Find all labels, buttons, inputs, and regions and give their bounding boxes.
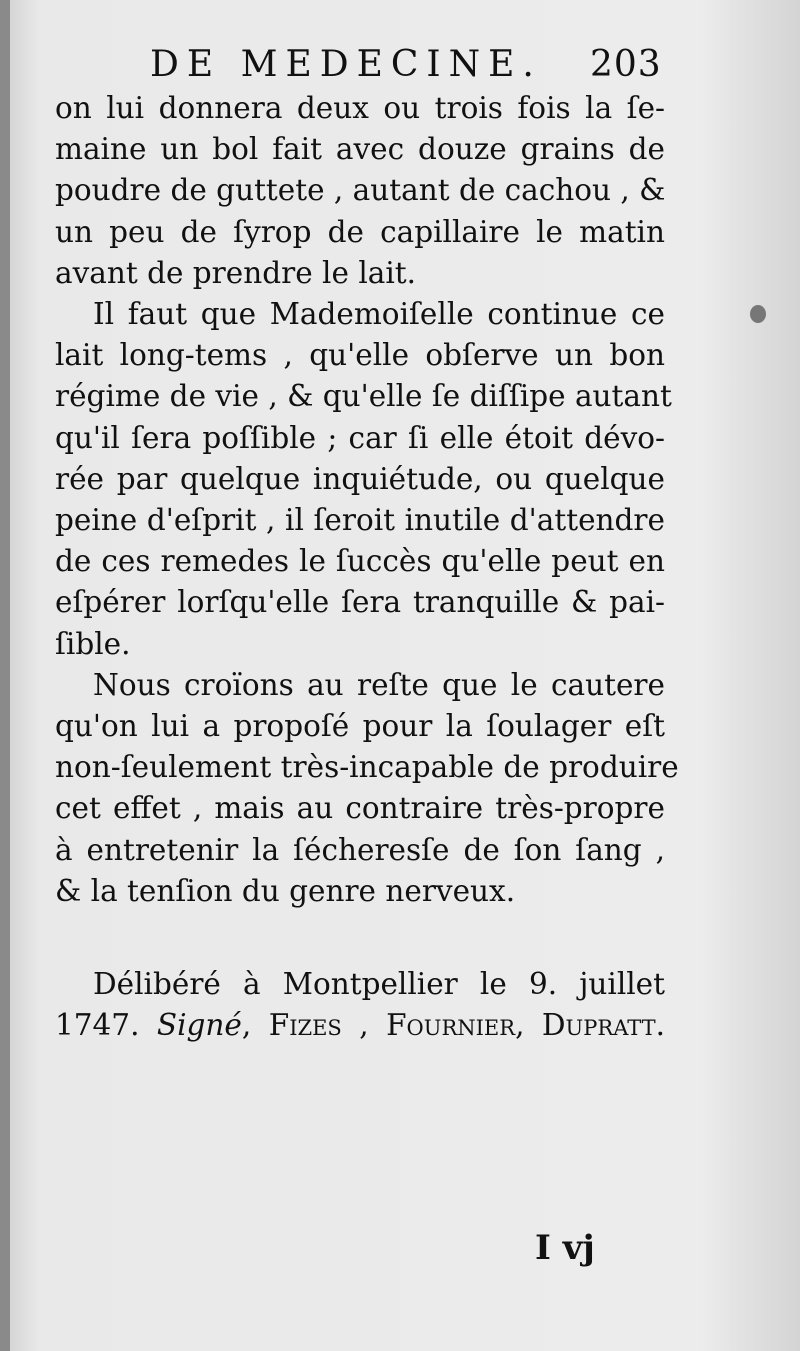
signature-date-line: Délibéré à Montpellier le 9. juillet: [93, 967, 665, 1002]
text-line: rée par quelque inquiétude, ou quelque: [55, 461, 665, 496]
signature-names-line: [55, 1005, 665, 1046]
signature-names: , Fizes , Fournier, Dupratt.: [241, 1008, 665, 1043]
paragraph-2: [55, 294, 672, 665]
signature-block: [55, 964, 665, 1046]
text-line: peine d'eſprit , il ſeroit inutile d'attendre: [55, 503, 665, 538]
text-line: à entretenir la ſécheresſe de ſon ſang ,: [55, 832, 665, 867]
text-line: ſible.: [55, 626, 131, 661]
page-gutter-shadow: [0, 0, 10, 1351]
page-number: 203: [590, 44, 662, 85]
main-text: [55, 88, 679, 1046]
signature-year: 1747.: [55, 1008, 140, 1043]
text-line: lait long-tems , qu'elle obſerve un bon: [55, 338, 665, 373]
catchword: I vj: [535, 1228, 595, 1268]
text-line: & la tenſion du genre nerveux.: [55, 873, 516, 908]
ink-spot: [750, 305, 766, 323]
text-line: poudre de guttete , autant de cachou , &: [55, 173, 666, 208]
text-line: on lui donnera deux ou trois fois la ſe-: [55, 91, 665, 125]
text-line: cet effet , mais au contraire très-propre: [55, 791, 665, 826]
text-line: régime de vie , & qu'elle ſe diſſipe autant: [55, 379, 672, 414]
text-line: Nous croïons au reſte que le cautere: [93, 667, 665, 702]
running-title: DE MEDECINE.: [150, 44, 542, 85]
running-header: [150, 44, 660, 94]
text-line: un peu de ſyrop de capillaire le matin: [55, 214, 665, 249]
text-line: eſpérer lorſqu'elle ſera tranquille & pai-: [55, 585, 665, 620]
text-line: maine un bol fait avec douze grains de: [55, 132, 665, 167]
text-line: Il faut que Mademoiſelle continue ce: [93, 297, 665, 332]
paragraph-gap: [55, 912, 665, 964]
text-line: avant de prendre le lait.: [55, 255, 417, 290]
text-line: non-ſeulement très-incapable de produire: [55, 750, 679, 785]
text-line: de ces remedes le ſuccès qu'elle peut en: [55, 544, 665, 579]
text-line: qu'il ſera poſſible ; car ſi elle étoit dévo-: [55, 420, 665, 455]
signature-signed: Signé: [156, 1008, 242, 1043]
text-line: qu'on lui a propoſé pour la ſoulager eſt: [55, 709, 665, 744]
paragraph-1: [55, 88, 665, 294]
paragraph-3: [55, 665, 679, 912]
